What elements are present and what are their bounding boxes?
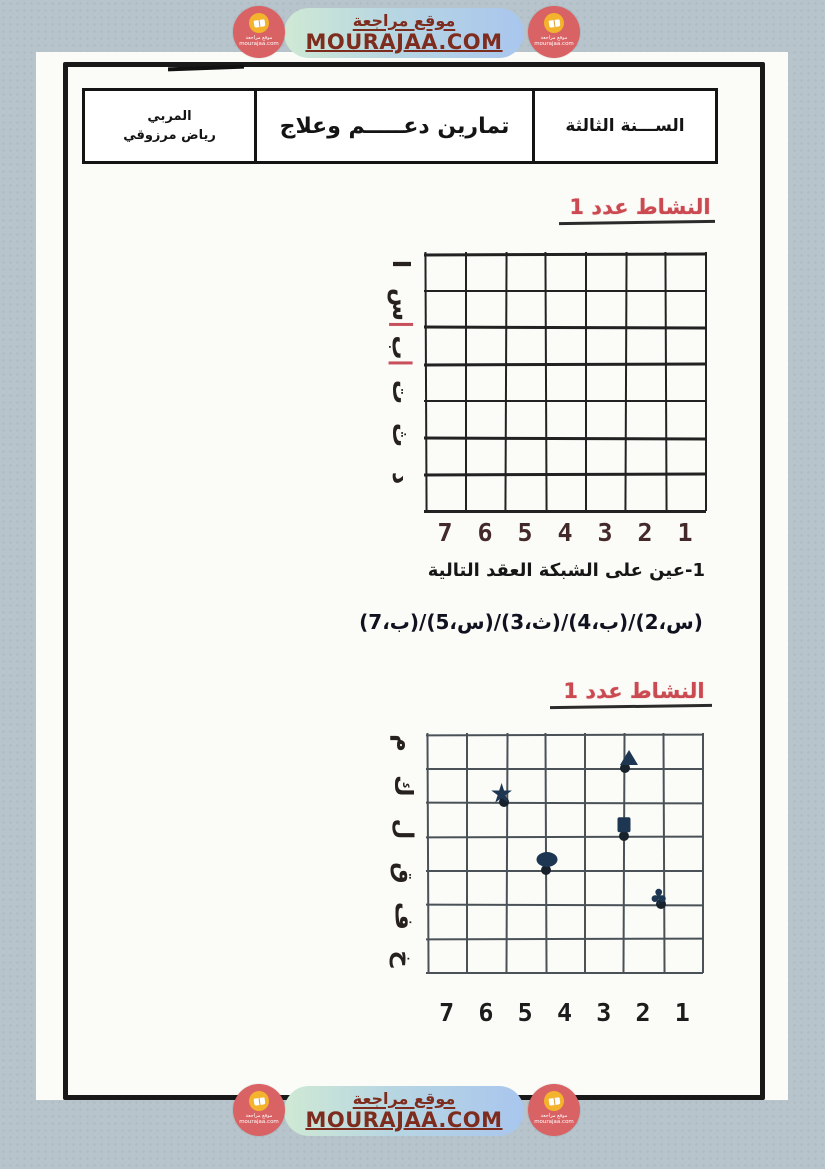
grid1-col-number: 1 [677,517,693,547]
grid1-row-label: ب [389,335,413,364]
site-badge [528,1084,580,1136]
book-icon [544,1091,564,1111]
grid2-col-number: 6 [478,997,494,1027]
grid-hline [426,938,703,941]
site-badge [233,6,285,58]
grid1-col-number: 7 [437,517,453,547]
activity2-title: النشاط عدد 1 [558,679,710,703]
grid2-row-label: م [390,734,418,752]
grid2-col-number: 7 [439,997,455,1027]
top-banner [0,6,825,72]
grid2-row-label: ل [389,818,418,840]
grid1-row-label: ت [387,380,415,405]
badge-text-ar: موقع مراجعة [540,35,568,41]
teacher-name: رياض مرزوقي [123,128,216,143]
site-title-arabic: موقع مراجعة [352,1088,456,1108]
site-title-arabic: موقع مراجعة [352,10,456,30]
site-domain: MOURAJAA.COM [305,30,503,55]
grid1-col-number: 6 [477,517,493,547]
badge-text-domain: mourajaa.com [239,1119,279,1125]
grid2-col-number: 1 [674,997,690,1027]
grid-hline [426,972,703,974]
grid-hline [424,436,706,439]
marker-star: ★ [489,778,514,810]
bottom-banner [0,1084,825,1150]
grid2-col-numbers [427,994,702,1030]
grid2-row-label: ك [390,775,418,798]
grid1-col-number: 3 [597,517,613,547]
grid1-row-label: ث [387,423,415,448]
grid-hline [424,400,706,403]
grid2-row-label: ف [389,901,418,930]
grid-hline [424,473,706,476]
grid-hline [424,290,706,293]
grid2-col-number: 3 [596,997,612,1027]
grid2-row-labels [386,731,422,971]
badge-text-domain: mourajaa.com [239,41,279,47]
marker-triangle [620,750,638,765]
grid2-row-label: ق [390,861,418,884]
grid2-col-number: 4 [556,997,573,1027]
grid1-col-numbers [425,514,705,550]
grid-hline [424,363,706,366]
site-badge [233,1084,285,1136]
activity1-instruction: 1-عين على الشبكة العقد التالية [427,560,705,581]
badge-text-ar: موقع مراجعة [245,1113,273,1119]
teacher-cell [85,91,257,161]
grid2-col-number: 2 [635,997,651,1027]
grid2-row-label: خ [389,950,418,968]
grid2-col-number: 5 [517,997,533,1027]
badge-text-domain: mourajaa.com [534,1119,574,1125]
site-banner-pill [284,1086,524,1136]
site-badge [528,6,580,58]
grid1-col-number: 4 [557,517,573,547]
book-icon [249,13,269,33]
grid-hline [424,510,706,513]
activity1-title: النشاط عدد 1 [567,195,713,219]
marker-square [618,817,631,832]
book-icon [544,13,564,33]
badge-text-ar: موقع مراجعة [540,1113,568,1119]
grid2-plot-grid [427,734,702,972]
grid1-row-label: س [389,288,413,326]
grid1-col-number: 5 [517,517,533,547]
grid1-row-labels [383,252,419,490]
marker-ellipse [536,852,557,867]
grid1-plot-grid [425,253,705,510]
activity1-points-list: (س،2)/(ب،4)/(ث،3)/(س،5)/(ب،7) [359,610,703,634]
grade-label: الســـنة الثالثة [565,116,685,136]
worksheet-title-cell [257,91,535,161]
worksheet-title: تمارين دعـــــم وعلاج [279,113,510,139]
grid-node-dot [619,831,629,841]
grid-hline [426,768,703,770]
grid-hline [426,870,703,872]
site-banner-pill [284,8,524,58]
grid-hline [426,734,703,737]
grid1-row-label: د [386,471,415,485]
teacher-role: المربي [147,108,192,124]
badge-text-ar: موقع مراجعة [245,35,273,41]
grid1-col-number: 2 [637,517,653,547]
site-domain: MOURAJAA.COM [305,1108,503,1133]
grid-hline [426,836,703,839]
grid1-row-label: ا [386,259,415,269]
book-icon [249,1091,269,1111]
grade-cell [535,91,715,161]
marker-club: ♣ [649,885,669,910]
header-table [82,88,718,164]
badge-text-domain: mourajaa.com [534,41,574,47]
